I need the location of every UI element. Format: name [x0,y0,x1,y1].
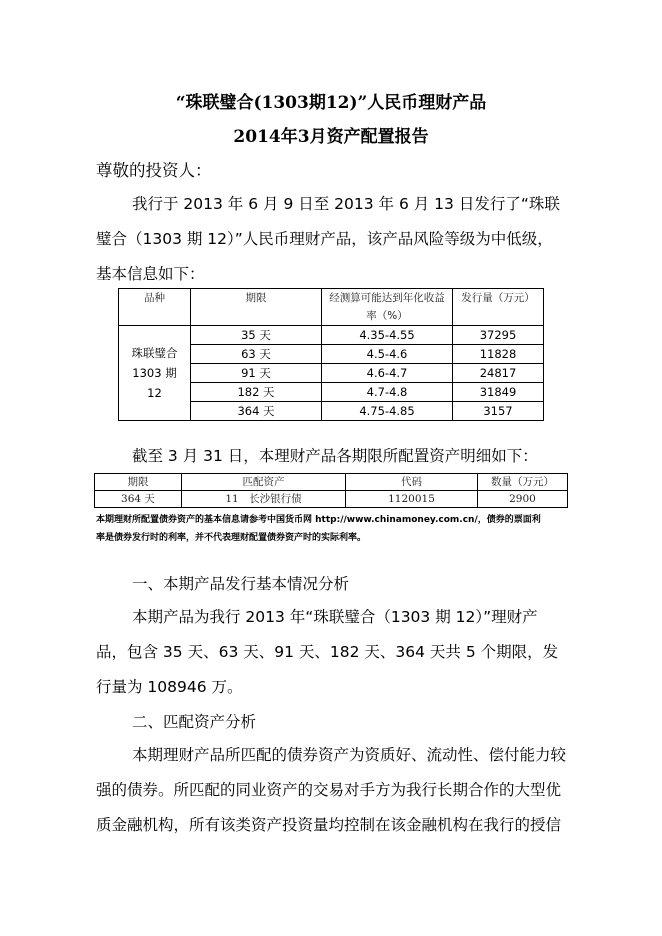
term-cell: 63 天 [191,345,322,364]
amount-cell: 3157 [453,402,544,421]
product-name-cell: 珠联璧合 1303 期 12 [119,326,191,421]
amount-cell: 11828 [453,345,544,364]
section-2-heading: 二、匹配资产分析 [132,713,257,731]
term-cell: 364 天 [191,402,322,421]
asset-allocation-table [94,473,568,508]
header-cell: 经测算可能达到年化收益率（%） [322,289,453,326]
header-cell: 期限 [191,289,322,326]
term-cell: 364 天 [95,491,182,508]
section-2-line: 强的债券。所匹配的同业资产的交易对手方为我行长期合作的大型优 [96,781,562,799]
yield-cell: 4.5-4.6 [322,345,453,364]
intro-line: 基本信息如下： [96,265,205,283]
section-1-line: 品，包含 35 天、63 天、91 天、182 天、364 天共 5 个期限，发 [96,643,559,661]
header-cell: 数量（万元） [478,474,568,491]
term-cell: 91 天 [191,364,322,383]
salutation: 尊敬的投资人： [96,161,212,180]
footnote-line: 率是债券发行时的利率，并不代表理财配置债券资产时的实际利率。 [96,533,367,543]
yield-cell: 4.35-4.55 [322,326,453,345]
yield-cell: 4.7-4.8 [322,383,453,402]
header-cell: 期限 [95,474,182,491]
term-cell: 182 天 [191,383,322,402]
amount-cell: 2900 [478,491,568,508]
section-1-line: 本期产品为我行 2013 年“珠联璧合（1303 期 12）”理财产 [132,608,538,626]
section-1-heading: 一、本期产品发行基本情况分析 [132,575,350,593]
code-cell: 1120015 [346,491,478,508]
section-1-line: 行量为 108946 万。 [96,678,243,696]
term-cell: 35 天 [191,326,322,345]
product-info-table [118,288,544,421]
amount-cell: 37295 [453,326,544,345]
amount-cell: 31849 [453,383,544,402]
footnote-line: 本期理财所配置债券资产的基本信息请参考中国货币网 http://www.chinamoney.com.cn/，债券的票面利 [96,515,541,525]
asset-cell: 11 长沙银行债 [182,491,346,508]
section-2-line: 质金融机构，所有该类资产投资量均控制在该金融机构在我行的授信 [96,816,562,834]
title-line-1: “珠联璧合(1303期12)”人民币理财产品 [175,93,487,113]
header-cell: 发行量（万元） [453,289,544,326]
intro-line: 璧合（1303 期 12）”人民币理财产品，该产品风险等级为中低级， [96,230,553,248]
header-cell: 代码 [346,474,478,491]
asof-text: 截至 3 月 31 日，本理财产品各期限所配置资产明细如下： [132,447,538,465]
amount-cell: 24817 [453,364,544,383]
header-cell: 品种 [119,289,191,326]
intro-line: 我行于 2013 年 6 月 9 日至 2013 年 6 月 13 日发行了“珠联 [132,195,560,213]
title-line-2: 2014年3月资产配置报告 [233,127,429,147]
yield-cell: 4.75-4.85 [322,402,453,421]
section-2-line: 本期理财产品所匹配的债券资产为资质好、流动性、偿付能力较 [132,746,567,764]
header-cell: 匹配资产 [182,474,346,491]
yield-cell: 4.6-4.7 [322,364,453,383]
